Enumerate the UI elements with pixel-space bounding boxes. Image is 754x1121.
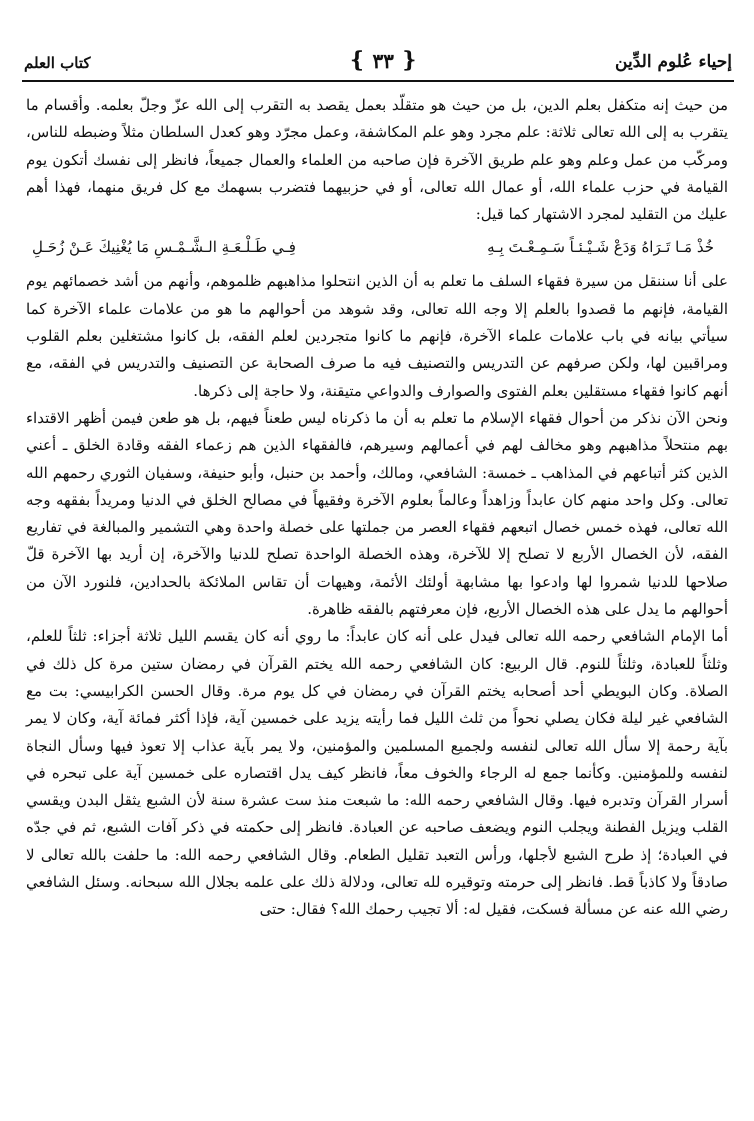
- paragraph-1: من حيث إنه متكفل بعلم الدين، بل من حيث هو متقلّد بعمل يقصد به التقرب إلى الله عزّ وجلّ بعلمه. وأقسام ما يتقرب به إلى الله تعالى ثلاثة: علم مجرد وهو علم المكاشفة، وعمل مجرّد وهو كعدل السلطان مثلاً وضبطه للناس، ومركّب من عمل وعلم وهو علم طريق الآخرة فإن صاحبه من العلماء والعمال جميعاً، فانظر إلى نفسك أتكون يوم القيامة في حزب علماء الله، أو عمال الله تعالى، أو في حزبيهما فتضرب بسهمك مع كل فريق منهما، فهذا أهم عليك من التقليد لمجرد الاشتهار كما قيل:: [26, 96, 728, 224]
- page-number-box: [348, 46, 418, 76]
- right-ornament-icon: ❵: [399, 48, 419, 73]
- paragraph-3: ونحن الآن نذكر من أحوال فقهاء الإسلام ما تعلم به أن ما ذكرناه ليس طعناً فيهم، بل هو طعن فيمن أظهر الاقتداء بهم منتحلاً مذاهبهم وهو مخالف لهم في أعمالهم وسيرهم، فالفقهاء الذين هم زعماء الفقه وقادة الخلق ـ أعني الذين كثر أتباعهم في المذاهب ـ خمسة: الشافعي، ومالك، وأحمد بن حنبل، وأبو حنيفة، وسفيان الثوري رحمهم الله تعالى. وكل واحد منهم كان عابداً وزاهداً وعالماً بعلوم الآخرة وفقيهاً في مصالح الخلق في الدنيا ومريداً بفقهه وجه الله تعالى، فهذه خمس خصال اتبعهم فقهاء العصر من جملتها على خصلة واحدة وهي التشمير والمبالغة في تفاريع الفقه، لأن الخصال الأربع لا تصلح إلا للآخرة، وهذه الخصلة الواحدة تصلح للدنيا والآخرة، إن أريد بها الآخرة قلّ صلاحها للدنيا شمروا لها وادعوا بها مشابهة أولئك الأئمة، وهيهات أن تقاس الملائكة بالحدادين، فلنورد الآن من أحوالهم ما يدل على هذه الخصال الأربع، فإن معرفتهم بالفقه ظاهرة.: [26, 408, 728, 619]
- paragraph-2: على أنا سننقل من سيرة فقهاء السلف ما تعلم به أن الذين انتحلوا مذاهبهم ظلموهم، وأنهم من أشد خصمائهم يوم القيامة، فإنهم ما قصدوا بالعلم إلا وجه الله تعالى، وقد شوهد من أحوالهم ما هو من علامات علماء الآخرة كما سيأتي بيانه في باب علامات علماء الآخرة، فإنهم ما كانوا متجردين لعلم الفقه، بل كانوا مشتغلين بعلم القلوب ومراقبين لها، ولكن صرفهم عن التدريس والتصنيف فيه ما صرف الصحابة عن التصنيف والتدريس في الفقه، مع أنهم كانوا فقهاء مستقلين بعلم الفتوى والصوارف والدواعي متيقنة، ولا حاجة إلى ذكرها.: [26, 272, 728, 400]
- page-number: ٣٣: [372, 49, 394, 73]
- page-header: [22, 46, 734, 82]
- chapter-title: كتاب العلم: [24, 54, 91, 72]
- verse-second-hemistich: فِـي طَـلْـعَـةِ الـشَّـمْـسِ مَا يُغْنِيكَ عَـنْ زُحَـلِ: [32, 238, 296, 257]
- header-rule: [22, 80, 734, 82]
- left-ornament-icon: ❴: [348, 48, 367, 73]
- poetry-verse: [26, 232, 728, 262]
- book-title: إحياء عُلوم الدِّين: [615, 52, 732, 72]
- verse-first-hemistich: خُذْ مَـا تَـرَاهُ وَدَعْ شَـيْـئـاً سَـمِـعْـتَ بِـهِ: [487, 238, 714, 257]
- paragraph-4: أما الإمام الشافعي رحمه الله تعالى فيدل على أنه كان عابداً: ما روي أنه كان يقسم الليل ثلاثة أجزاء: ثلثاً للعلم، وثلثاً للعبادة، وثلثاً للنوم. قال الربيع: كان الشافعي رحمه الله يختم القرآن في رمضان ستين مرة كل ذلك في الصلاة. وكان البويطي أحد أصحابه يختم القرآن في رمضان في كل يوم مرة. وقال الحسن الكرابيسي: بت مع الشافعي غير ليلة فكان يصلي نحواً من ثلث الليل فما رأيته يزيد على خمسين آية، فإذا أكثر فمائة آية، وكان لا يمر بآية رحمة إلا سأل الله تعالى لنفسه ولجميع المسلمين والمؤمنين، ولا يمر بآية عذاب إلا تعوذ فيها وسأل النجاة لنفسه وللمؤمنين. وكأنما جمع له الرجاء والخوف معاً، فانظر كيف يدل اقتصاره على خمسين آية على تبحره في أسرار القرآن وتدبره فيها. وقال الشافعي رحمه الله: ما شبعت منذ ست عشرة سنة لأن الشبع يثقل البدن ويقسي القلب ويزيل الفطنة ويجلب النوم ويضعف صاحبه عن العبادة. فانظر إلى حكمته في ذكر آفات الشبع، ثم في جدّه في العبادة؛ إذ طرح الشبع لأجلها، ورأس التعبد تقليل الطعام. وقال الشافعي رحمه الله: ما حلفت بالله تعالى لا صادقاً ولا كاذباً قط. فانظر إلى حرمته وتوقيره لله تعالى، ودلالة ذلك على علمه بجلال الله سبحانه. وسئل الشافعي رضي الله عنه عن مسألة فسكت، فقيل له: ألا تجيب رحمك الله؟ فقال: حتى: [26, 627, 728, 919]
- page-body: [26, 92, 728, 924]
